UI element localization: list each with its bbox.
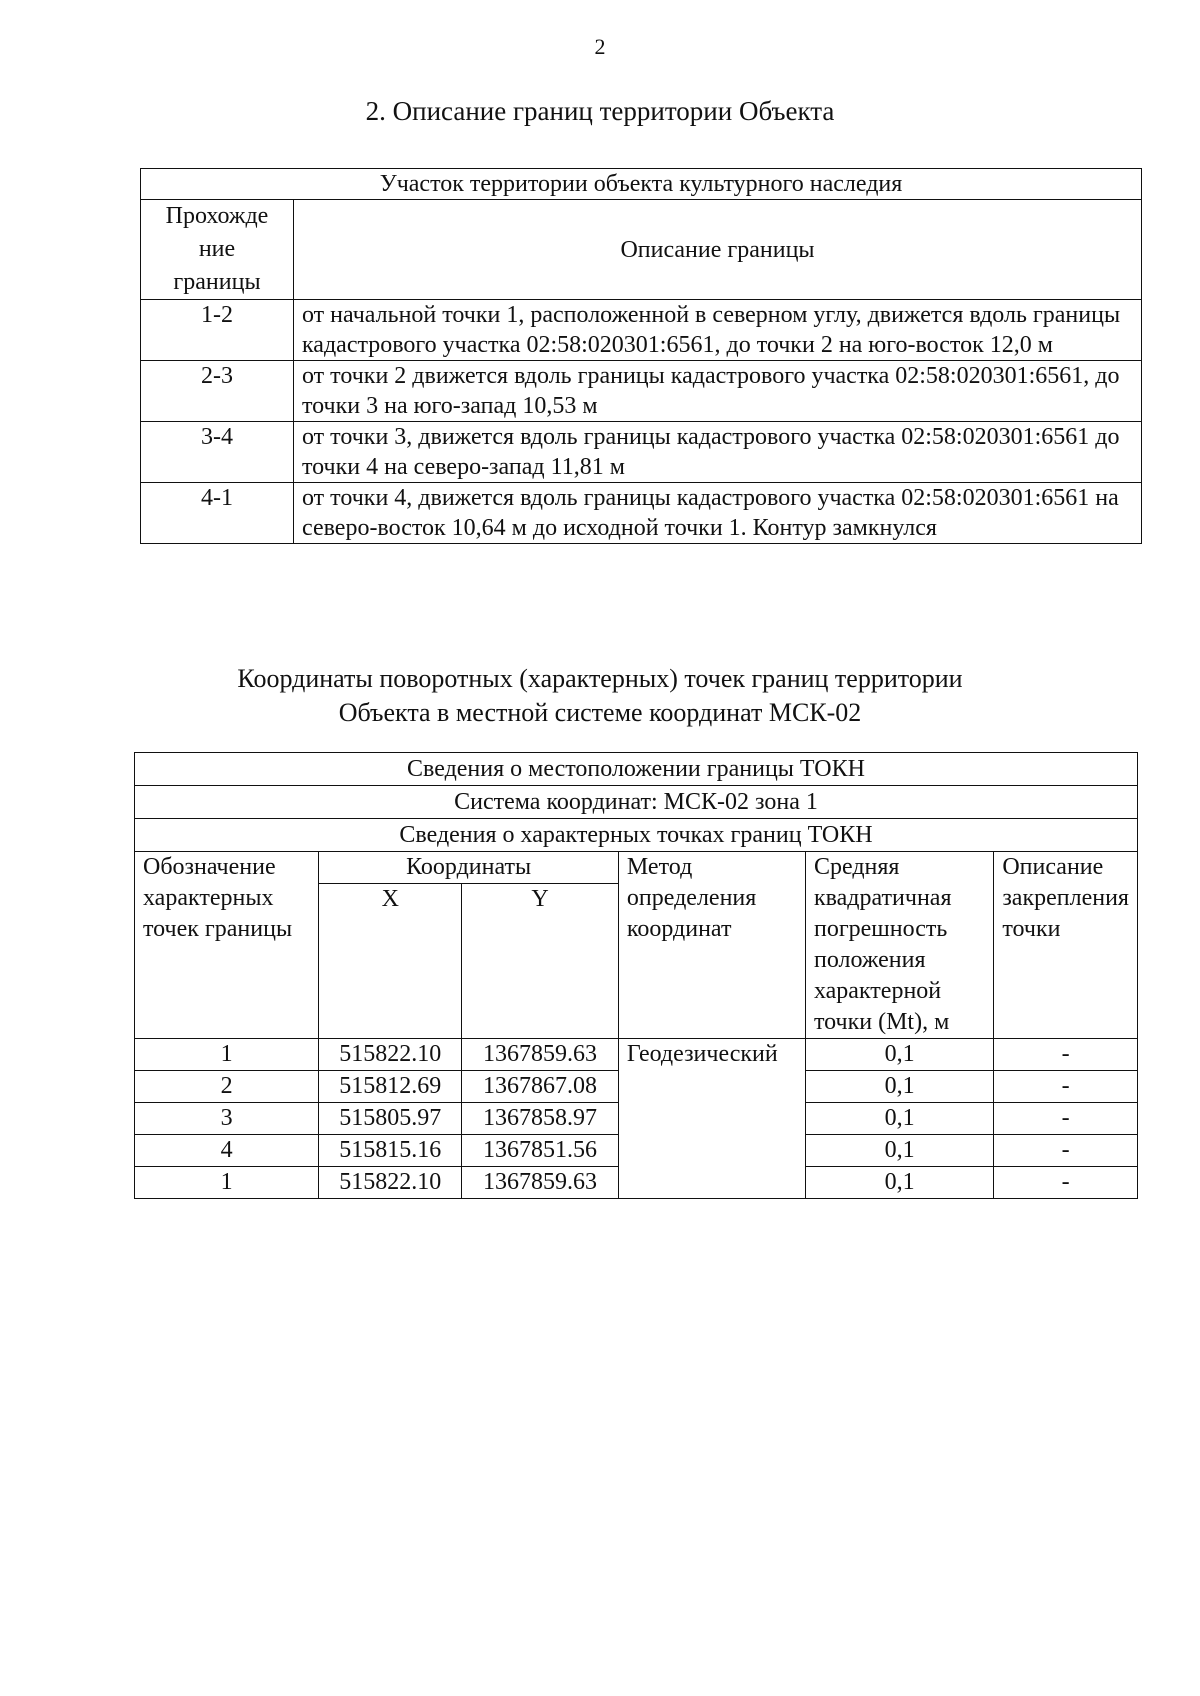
error-cell: 0,1 [805, 1039, 993, 1071]
fix-cell: - [994, 1167, 1138, 1199]
segment-column-header [141, 200, 294, 300]
fix-cell: - [994, 1039, 1138, 1071]
y-cell: 1367851.56 [462, 1135, 619, 1167]
segment-header-line: границы [173, 269, 261, 295]
x-cell: 515812.69 [319, 1071, 462, 1103]
error-cell: 0,1 [805, 1071, 993, 1103]
description-cell: от точки 3, движется вдоль границы кадастрового участка 02:58:020301:6561 до точки 4 на северо-запад 11,81 м [294, 422, 1142, 483]
error-column-header: Средняя квадратичная погрешность положения характерной точки (Mt), м [805, 852, 993, 1039]
x-cell: 515822.10 [319, 1039, 462, 1071]
point-cell: 2 [135, 1071, 319, 1103]
y-cell: 1367859.63 [462, 1039, 619, 1071]
coordinates-table [134, 752, 1138, 1199]
y-cell: 1367859.63 [462, 1167, 619, 1199]
coords-title-row [135, 786, 1138, 819]
error-cell: 0,1 [805, 1167, 993, 1199]
segment-cell: 4-1 [141, 483, 294, 544]
coordinates-heading-line1: Координаты поворотных (характерных) точек границ территории [237, 664, 963, 693]
segment-cell: 1-2 [141, 300, 294, 361]
fix-cell: - [994, 1071, 1138, 1103]
y-cell: 1367867.08 [462, 1071, 619, 1103]
coords-title-points: Сведения о характерных точках границ ТОКН [135, 819, 1138, 852]
x-cell: 515815.16 [319, 1135, 462, 1167]
boundary-table-caption: Участок территории объекта культурного наследия [141, 169, 1142, 200]
coordinates-column-header: Координаты [319, 852, 619, 884]
coordinates-heading [0, 662, 1200, 730]
table-row [141, 422, 1142, 483]
section-title: 2. Описание границ территории Объекта [365, 96, 835, 126]
fix-cell: - [994, 1103, 1138, 1135]
page-number: 2 [594, 34, 606, 59]
table-row [141, 483, 1142, 544]
x-cell: 515822.10 [319, 1167, 462, 1199]
y-cell: 1367858.97 [462, 1103, 619, 1135]
error-cell: 0,1 [805, 1103, 993, 1135]
x-cell: 515805.97 [319, 1103, 462, 1135]
boundary-table-caption-row [141, 169, 1142, 200]
coordinates-heading-line2: Объекта в местной системе координат МСК-02 [338, 698, 862, 727]
fix-cell: - [994, 1135, 1138, 1167]
coords-title-row [135, 753, 1138, 786]
segment-cell: 2-3 [141, 361, 294, 422]
point-cell: 3 [135, 1103, 319, 1135]
boundary-table-header-row [141, 200, 1142, 300]
coords-title-row [135, 819, 1138, 852]
point-cell: 1 [135, 1039, 319, 1071]
description-cell: от начальной точки 1, расположенной в северном углу, движется вдоль границы кадастрового участка 02:58:020301:6561, до точки 2 на юго-восток 12,0 м [294, 300, 1142, 361]
fix-column-header: Описание закрепления точки [994, 852, 1138, 1039]
boundary-description-table [140, 168, 1142, 544]
segment-cell: 3-4 [141, 422, 294, 483]
point-cell: 1 [135, 1167, 319, 1199]
coords-header-row [135, 852, 1138, 884]
point-column-header: Обозначение характерных точек границы [135, 852, 319, 1039]
description-cell: от точки 4, движется вдоль границы кадастрового участка 02:58:020301:6561 на северо-восток 10,64 м до исходной точки 1. Контур замкнулся [294, 483, 1142, 544]
y-column-header: Y [462, 883, 619, 1038]
method-cell: Геодезический [618, 1039, 805, 1199]
table-row [141, 300, 1142, 361]
method-column-header: Метод определения координат [618, 852, 805, 1039]
x-column-header: X [319, 883, 462, 1038]
description-column-header: Описание границы [294, 200, 1142, 300]
coords-title-location: Сведения о местоположении границы ТОКН [135, 753, 1138, 786]
segment-header-line: Прохожде [165, 203, 269, 229]
table-row [141, 361, 1142, 422]
point-cell: 4 [135, 1135, 319, 1167]
error-cell: 0,1 [805, 1135, 993, 1167]
table-row [135, 1039, 1138, 1071]
segment-header-line: ние [198, 236, 236, 262]
description-cell: от точки 2 движется вдоль границы кадастрового участка 02:58:020301:6561, до точки 3 на юго-запад 10,53 м [294, 361, 1142, 422]
coords-title-system: Система координат: МСК-02 зона 1 [135, 786, 1138, 819]
